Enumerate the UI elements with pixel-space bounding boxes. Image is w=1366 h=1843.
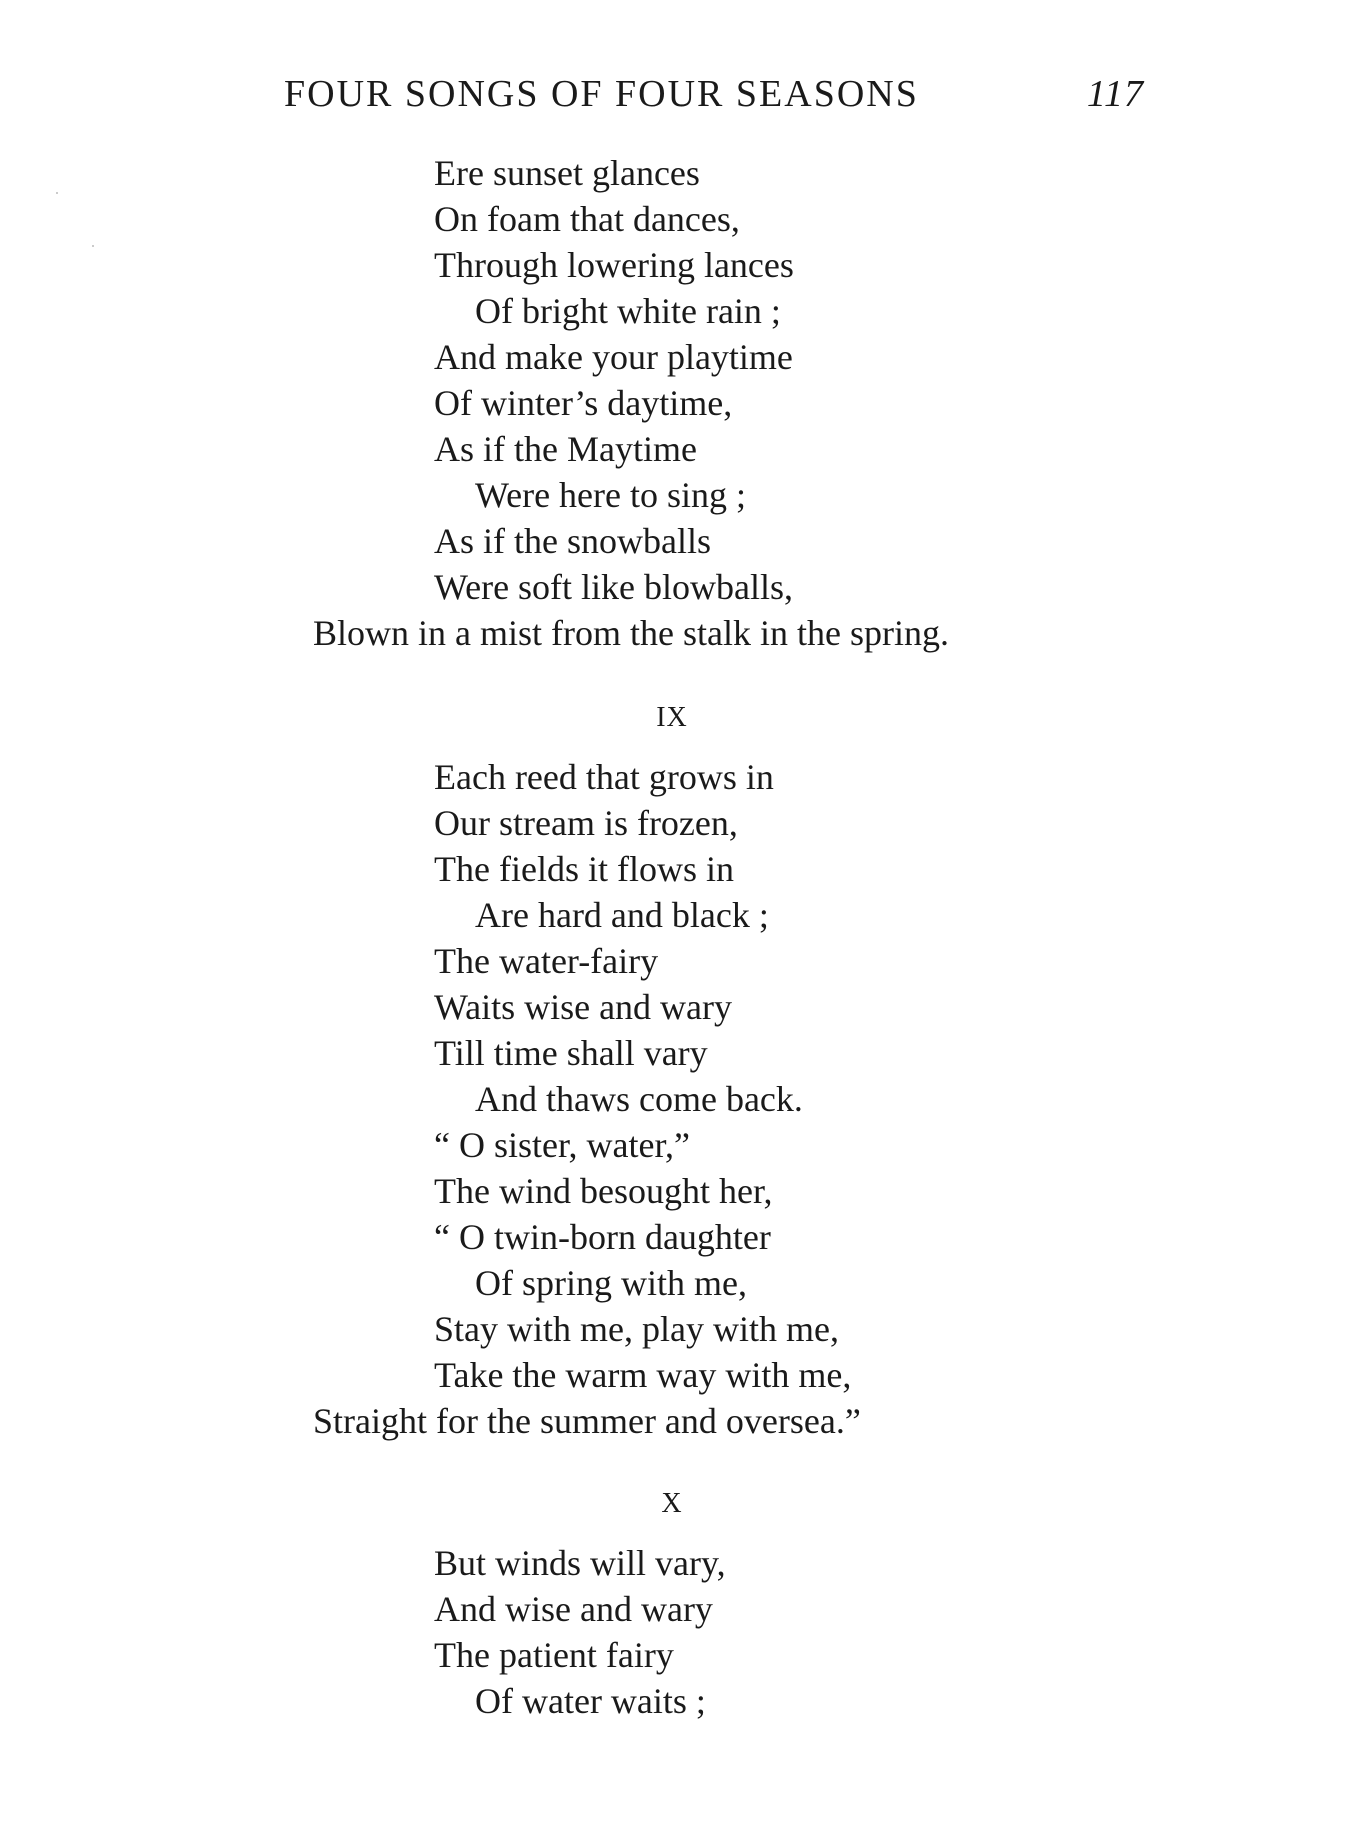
- verse-line: Ere sunset glances: [434, 153, 700, 193]
- verse-line: And thaws come back.: [475, 1079, 803, 1119]
- running-head-title: FOUR SONGS OF FOUR SEASONS: [284, 73, 919, 115]
- section-numeral-x: X: [661, 1488, 683, 1519]
- verse-line: Stay with me, play with me,: [434, 1309, 839, 1349]
- verse-line: And make your playtime: [434, 337, 793, 377]
- verse-line: Were here to sing ;: [475, 475, 747, 515]
- verse-line: “ O twin-born daughter: [434, 1217, 771, 1257]
- verse-line: Of winter’s daytime,: [434, 383, 733, 423]
- verse-line: Straight for the summer and oversea.”: [313, 1401, 861, 1441]
- section-numeral-ix: IX: [656, 702, 688, 733]
- verse-line: The wind besought her,: [434, 1171, 773, 1211]
- verse-line: Each reed that grows in: [434, 757, 774, 797]
- verse-line: As if the snowballs: [434, 521, 711, 561]
- verse-line: Were soft like blowballs,: [434, 567, 794, 607]
- scan-speck: [92, 245, 94, 247]
- verse-line: Through lowering lances: [434, 245, 794, 285]
- verse-line: Of spring with me,: [475, 1263, 747, 1303]
- verse-line: “ O sister, water,”: [434, 1125, 691, 1165]
- verse-line: The patient fairy: [434, 1635, 674, 1675]
- verse-line: The water-fairy: [434, 941, 659, 981]
- verse-line: Are hard and black ;: [475, 895, 769, 935]
- verse-line: As if the Maytime: [434, 429, 697, 469]
- verse-line: Of bright white rain ;: [475, 291, 781, 331]
- verse-line: On foam that dances,: [434, 199, 740, 239]
- verse-line: The fields it flows in: [434, 849, 734, 889]
- verse-line: Of water waits ;: [475, 1681, 706, 1721]
- verse-line: Till time shall vary: [434, 1033, 708, 1073]
- running-head: [284, 70, 1144, 118]
- verse-line: Blown in a mist from the stalk in the spring.: [313, 613, 949, 653]
- page-number: 117: [1086, 73, 1144, 115]
- verse-line: Our stream is frozen,: [434, 803, 738, 843]
- verse-line: But winds will vary,: [434, 1543, 726, 1583]
- verse-line: Waits wise and wary: [434, 987, 733, 1027]
- verse-line: Take the warm way with me,: [434, 1355, 852, 1395]
- verse-line: And wise and wary: [434, 1589, 713, 1629]
- scan-speck: [56, 192, 58, 194]
